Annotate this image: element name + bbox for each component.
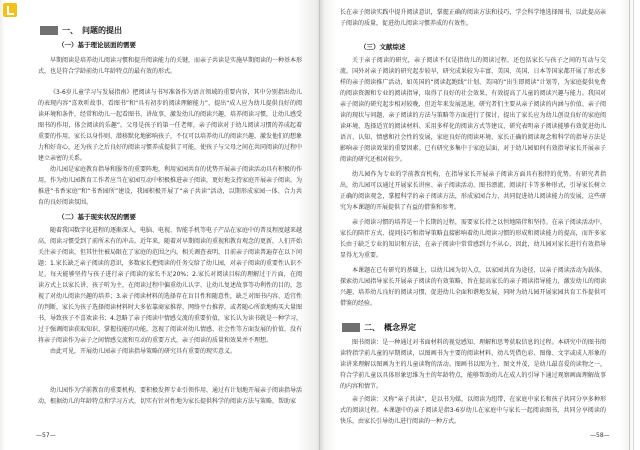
section-heading-problem <box>38 24 302 36</box>
subheading-literature-review: （三）文献综述 <box>360 43 406 51</box>
definition-paragraph: 亲子阅读：又称“亲子共读”，是以书为媒，以阅读为纽带，在家庭中家长和孩子共同分享多种形式的阅读过程。本课题中的亲子阅读是指3-6岁幼儿在家庭中与家长一起阅读图书，共同分享阅读的快乐，由家长引导幼儿进行阅读的一种方式。 <box>340 396 606 425</box>
center-fold <box>319 0 320 450</box>
paragraph: 早期阅读是培养幼儿阅读习惯和提升阅读能力的关键，而亲子共读是实施早期阅读的一种基本形式，也是符合学龄前幼儿年龄特点的最有效的形式。 <box>38 57 302 75</box>
subheading-theory: （一）基于理论层面的需要 <box>58 41 136 49</box>
page-number-left: —57— <box>36 432 56 439</box>
chapter-tab-icon <box>3 3 17 17</box>
paragraph: 本课题在已有研究的基础上，以幼儿园为切入点，以家园共育为途径，以亲子阅读活动为载体，探索幼儿园指导家长开展亲子阅读的有效策略，旨在提高家长的亲子阅读指导能力，激发幼儿的阅读兴趣，培养幼儿良好的阅读习惯，促进幼儿全面和谐地发展，同时为幼儿园开展家园共育工作提供可借鉴的经验。 <box>340 267 606 307</box>
section-title: 概念界定 <box>384 322 416 332</box>
paragraph: 亲子阅读习惯的培养是一个长期的过程，需要家长持之以恒地陪伴和坚持。在亲子阅读活动中，家长的陪伴方式、提问技巧和指导策略直接影响着幼儿阅读习惯的形成和阅读能力的提高，而许多家长由于缺乏专业的知识和方法，在亲子阅读中常常感到力不从心，因此，幼儿园对家长进行有效指导显得尤为重要。 <box>340 219 606 259</box>
page-number-right: —58— <box>590 432 610 439</box>
paragraph: 幼儿园作为专业的学前教育机构，在指导家长开展亲子阅读方面具有独特的优势。有研究者指出，幼儿园可以通过开展家长讲座、亲子阅读活动、图书漂流、阅读打卡等多种形式，引导家长树立正确的阅读观念，掌握科学的亲子阅读方法，形成家园合力，共同促进幼儿阅读能力的发展，这些研究为本课题的开展提供了有益的借鉴和参考。 <box>340 171 606 211</box>
section-title: 问题的提出 <box>82 25 122 35</box>
paragraph-continued: 长在亲子阅读实践中提升阅读意识，掌握正确的阅读方法和技巧，学会科学地选择图书，以此提高亲子阅读的质量，促进幼儿阅读习惯养成的有效性。 <box>340 9 606 27</box>
left-text-column <box>38 24 302 430</box>
paragraph: 《3-6岁儿童学习与发展指南》把阅读与书写准备作为语言领域的重要内容，其中分别指出幼儿的表现内容“喜欢听故事、看图书”和“具有初步的阅读理解能力”，提出“成人应为幼儿提供良好的阅读环境和条件，经常和幼儿一起看图书、讲故事，激发幼儿的阅读兴趣，培养阅读习惯，让幼儿感受图书的作用，体会阅读的乐趣”。父母是孩子的第一任老师，亲子阅读对于幼儿阅读习惯的养成起着重要的作用，家长以身作则、潜移默化地影响孩子，不仅可以培养幼儿的阅读兴趣、激发他们的想象力和好奇心，还为孩子之后良好的阅读习惯养成提供了可能，使孩子与父母之间在共同阅读的过程中建立亲密的关系。 <box>38 89 302 162</box>
right-page <box>320 0 640 450</box>
paragraph: 随着我国数字化进程的逐渐深入，电脑、电视、智能手机等电子产品在家庭中的普及程度越来越高，阅读习惯受到了前所未有的冲击。近年来，随着对早期阅读的重视和教育观念的更新，人们开始关注亲子阅读，但其往往被局限在了家庭的范围之内。相关调查表明，目前亲子阅读普遍存在以下问题：1.家长缺乏亲子阅读的意识，多数家长把阅读的任务交给了幼儿园，对亲子阅读的重要性认识不足，每天能够坚持与孩子进行亲子阅读的家长不足20%；2.家长对阅读目标的理解过于片面，在阅读方式上以家长讲、孩子听为主，在阅读过程中偏重幼儿认字、让幼儿复述故事等功利性的目的，忽视了对幼儿阅读兴趣的培养；3.亲子阅读材料的选择存在盲目性和随意性，缺乏对图书内容、适宜性的判断，家长为孩子选择阅读材料时大多依靠商家推荐、网络平台推荐，或者随心所欲地购买大量图书，导致孩子不喜欢读书；4.忽略了亲子阅读中情感交流的重要价值，家长认为读书就是一种学习，过于强调阅读获取知识、掌握技能的功能，忽视了阅读对幼儿情感、社会性等方面发展的价值，没有将亲子阅读作为亲子之间情感交流和互动的重要方式，亲子阅读的质量和效果并不理想。 <box>38 227 302 344</box>
subheading-reality: （二）基于现实状况的需要 <box>58 213 136 221</box>
section-heading-definitions <box>340 321 606 333</box>
right-text-column <box>340 7 606 430</box>
paragraph: 关于亲子阅读的研究，亲子阅读不仅是指幼儿的阅读过程，还包括家长与孩子之间的互动与交流。国外对亲子阅读的研究起步较早，研究成果较为丰富，美国、英国、日本等国家都开展了形式多样的亲子阅读推广活动，如英国的“阅读起跑线”计划、美国的“出生即阅读”计划等，为家庭提供免费的阅读资源和专业的阅读指导，取得了良好的社会效果，有效提高了儿童的阅读兴趣与能力。我国对亲子阅读的研究起步相对较晚，但近年来发展迅速，研究者们主要从亲子阅读的内涵与价值、亲子阅读的现状与问题、亲子阅读的方法与策略等方面进行了探讨，提出了家长应为幼儿创设良好的家庭阅读环境、选择适宜的阅读材料、采用多样化的阅读方式等建议，研究表明亲子阅读能够有效促进幼儿语言、认知、情感和社会性的发展，家庭良好的阅读环境、家长正确的阅读观念和科学的指导方法是影响亲子阅读效果的重要因素。已有研究多集中于家庭层面，对于幼儿园如何有效指导家长开展亲子阅读的研究还相对较少。 <box>340 57 606 163</box>
chapter-tab-glyph <box>7 6 14 15</box>
page-edge-line <box>633 0 634 450</box>
heading-marker <box>342 323 360 332</box>
section-number: 二、 <box>364 322 380 332</box>
paragraph: 幼儿园作为学前教育的重要机构，要积极发挥专业引领作用，通过有计划地开展亲子阅读指导活动，根据幼儿的年龄特点和学习方式，切实有针对性地为家长提供科学的阅读方法与策略，帮助家 <box>38 387 302 405</box>
paragraph: 幼儿园是家庭教育指导和服务的重要阵地，利用家园共育的优势开展亲子阅读活动具有积极的作用，作为幼儿园教育工作者应当在家园互动中积极推进亲子阅读，更好地支持家庭开展亲子阅读。为推进“书香家庭”和“书香园所”建设，我园积极开展了“亲子共读”活动，以期形成家园一体、合力共育的良好阅读氛围。 <box>38 166 302 206</box>
section-number: 一、 <box>62 25 78 35</box>
heading-marker <box>40 26 58 35</box>
definition-paragraph: 图书阅读：是一种通过对书面材料的视觉感知、理解和思考获取信息的过程。本研究中的图书阅读特指学前儿童的早期阅读，以图画书为主要的阅读材料，幼儿凭借色彩、图像、文字或成人形象的读讲来理解以图画为主的儿童读物的活动。图画书以图为主、图文并茂，是幼儿最喜爱的读物之一，符合学前儿童以具体形象思维为主的年龄特点，能够帮助幼儿在成人的引导下通过观察画面理解故事的内容和情节。 <box>340 339 606 390</box>
page-edge-line <box>629 0 630 450</box>
paragraph: 由此可见，开展幼儿园亲子阅读指导策略的研究具有重要的现实意义。 <box>50 348 237 355</box>
